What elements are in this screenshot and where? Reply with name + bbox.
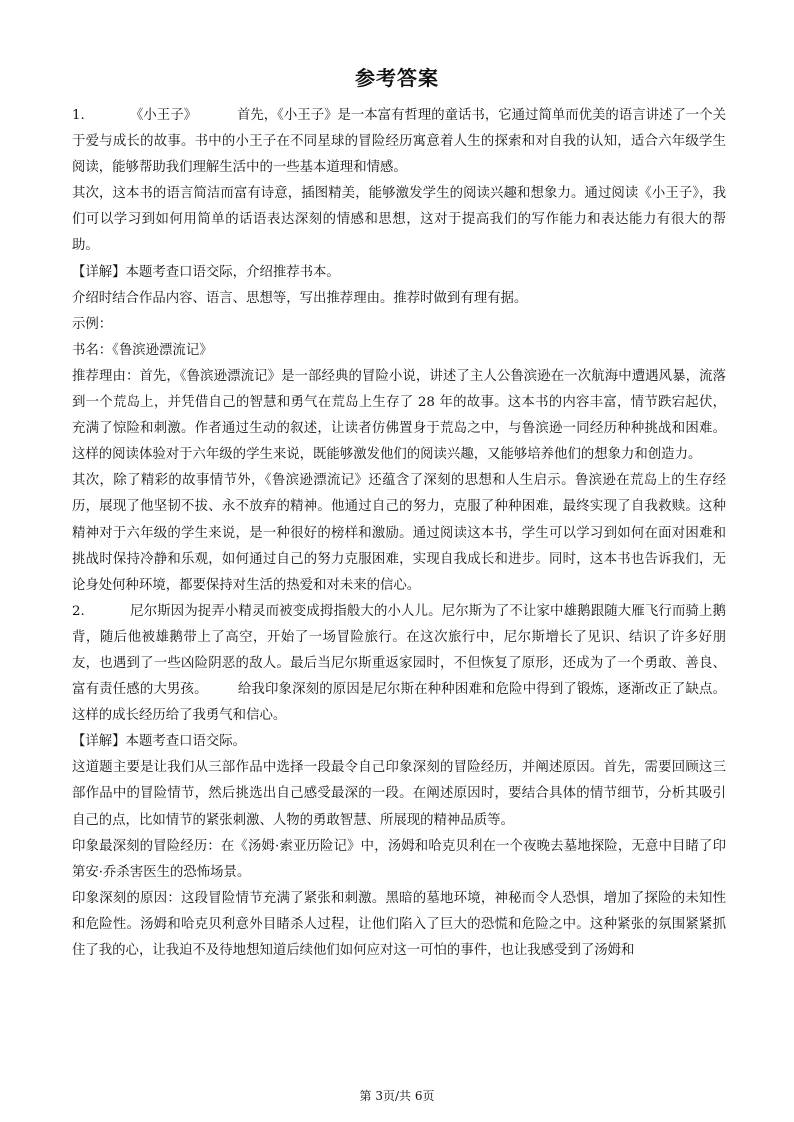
q1-example-reason-first: 推荐理由：首先，《鲁滨逊漂流记》是一部经典的冒险小说，讲述了主人公鲁滨逊在一次航海中遭遇风暴，流落到一个荒岛上，并凭借自己的智慧和勇气在荒岛上生存了 28 年的故事。这本书的内容丰富，情节跌宕起伏，充满了惊险和刺激。作者通过生动的叙述，让读者仿佛置身于荒岛之中，与鲁滨逊一同经历种种挑战和困难。这样的阅读体验对于六年级的学生来说，既能够激发他们的阅读兴趣，又能够培养他们的想象力和创造力。	[72, 368, 726, 463]
q1-example-book: 书名：《鲁滨逊漂流记》	[72, 342, 213, 358]
q1-example-reason-second: 其次，除了精彩的故事情节外，《鲁滨逊漂流记》还蕴含了深刻的思想和人生启示。鲁滨逊在荒岛上的生存经历，展现了他坚韧不拔、永不放弃的精神。他通过自己的努力，克服了种种困难，最终实现了自我救赎。这种精神对于六年级的学生来说，是一种很好的榜样和激励。通过阅读这本书，学生可以学习到如何在面对困难和挑战时保持冷静和乐观，如何通过自己的努力克服困难，实现自我成长和进步。同时，这本书也告诉我们，无论身处何种环境，都要保持对生活的热爱和对未来的信心。	[72, 473, 726, 593]
q2-answer-reason: 给我印象深刻的原因是尼尔斯在种种困难和危险中得到了锻炼，逐渐改正了缺点。这样的成长经历给了我勇气和信心。	[72, 682, 727, 724]
q1-answer-line	[72, 103, 726, 181]
q2-answer-line	[72, 599, 726, 729]
q2-explanation: 这道题主要是让我们从三部作品中选择一段最令自己印象深刻的冒险经历，并阐述原因。首先，需要回顾这三部作品中的冒险情节，然后挑选出自己感受最深的一段。在阐述原因时，要结合具体的情节细节，分析其吸引自己的点，比如情节的紧张刺激、人物的勇敢智慧、所展现的精神品质等。	[72, 760, 726, 828]
q2-answer-story: 尼尔斯因为捉弄小精灵而被变成拇指般大的小人儿。尼尔斯为了不让家中雄鹅跟随大雁飞行而骑上鹅背，随后他被雄鹅带上了高空，开始了一场冒险旅行。在这次旅行中，尼尔斯增长了见识、结识了许多好朋友，也遇到了一些凶险阴恶的敌人。最后当尼尔斯重返家园时，不但恢复了原形，还成为了一个勇敢、善良、富有责任感的大男孩。	[72, 603, 726, 698]
q2-number: 2.	[72, 603, 85, 619]
q1-reason-second: 其次，这本书的语言简洁而富有诗意，插图精美，能够激发学生的阅读兴趣和想象力。通过阅读《小王子》，我们可以学习到如何用简单的话语表达深刻的情感和思想，这对于提高我们的写作能力和表达能力有很大的帮助。	[72, 186, 726, 254]
answer-body	[72, 103, 726, 964]
q2-example-experience: 印象最深刻的冒险经历：在《汤姆·索亚历险记》中，汤姆和哈克贝利在一个夜晚去墓地探险，无意中目睹了印第安·乔杀害医生的恐怖场景。	[72, 838, 726, 880]
q1-explanation-heading: 【详解】本题考查口语交际，介绍推荐书本。	[72, 264, 340, 280]
q1-answer: 《小王子》	[130, 108, 197, 123]
q1-reason-first: 首先，《小王子》是一本富有哲理的童话书，它通过简单而优美的语言讲述了一个关于爱与成长的故事。书中的小王子在不同星球的冒险经历寓意着人生的探索和对自我的认知，适合六年级学生阅读，能够帮助我们理解生活中的一些基本道理和情感。	[72, 108, 726, 176]
q1-explanation: 介绍时结合作品内容、语言、思想等，写出推荐理由。推荐时做到有理有据。	[72, 290, 528, 306]
q1-example-label: 示例：	[72, 316, 113, 332]
page-title: 参考答案	[355, 66, 439, 90]
q2-example-reason: 印象深刻的原因：这段冒险情节充满了紧张和刺激。黑暗的墓地环境，神秘而令人恐惧，增加了探险的未知性和危险性。汤姆和哈克贝利意外目睹杀人过程，让他们陷入了巨大的恐慌和危险之中。这种紧张的氛围紧紧抓住了我的心，让我迫不及待地想知道后续他们如何应对这一可怕的事件，也让我感受到了汤姆和	[72, 890, 726, 958]
q1-number: 1.	[72, 108, 85, 123]
q2-explanation-heading: 【详解】本题考查口语交际。	[72, 734, 247, 750]
page-footer: 第 3页/共 6页	[359, 1089, 435, 1103]
